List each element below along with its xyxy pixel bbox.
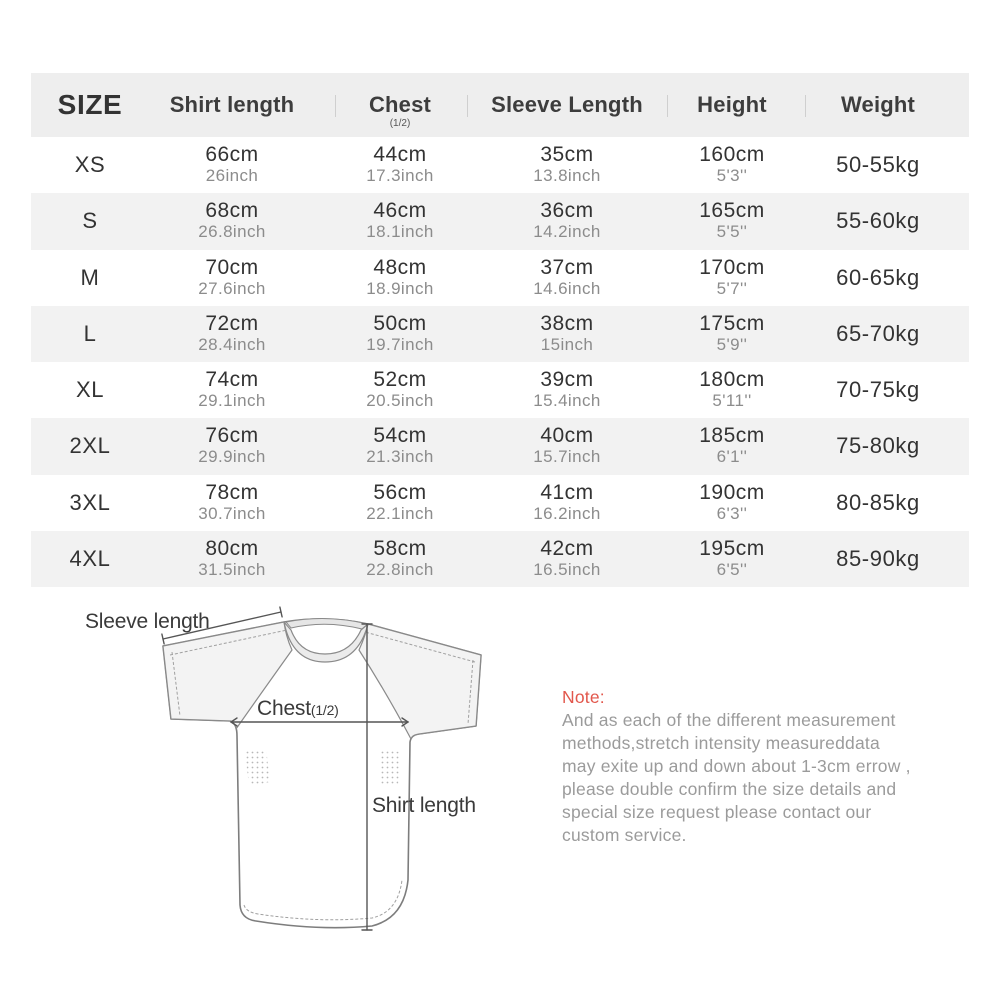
table-header — [31, 73, 969, 137]
note-line: special size request please contact our — [562, 802, 872, 822]
header-height — [649, 73, 815, 137]
sleeve-length-cell — [485, 193, 649, 249]
size-cell — [31, 531, 149, 587]
chest-cm: 58cm — [373, 536, 427, 560]
height-cell — [649, 418, 815, 474]
table-row — [31, 531, 969, 587]
chest-inch: 18.1inch — [366, 222, 434, 242]
header-divider — [467, 95, 468, 117]
weight-value: 50-55kg — [836, 152, 920, 178]
sleeve-length-cm: 39cm — [540, 368, 594, 392]
sleeve-length-cell — [485, 137, 649, 193]
weight-value: 65-70kg — [836, 320, 920, 346]
header-divider — [335, 95, 336, 117]
table-row — [31, 250, 969, 306]
weight-cell — [815, 250, 969, 306]
height-cell — [649, 250, 815, 306]
header-chest-label: Chest — [368, 92, 432, 117]
height-cell — [649, 137, 815, 193]
size-value: XL — [75, 377, 105, 403]
shirt-length-inch: 31.5inch — [198, 559, 266, 579]
sleeve-length-inch: 15inch — [540, 334, 594, 354]
header-sleeve-length-label: Sleeve Length — [491, 92, 643, 117]
weight-value: 80-85kg — [836, 489, 920, 515]
height-cm: 160cm — [699, 143, 765, 167]
sleeve-length-inch: 14.2inch — [533, 222, 601, 242]
shirt-length-cm: 66cm — [205, 143, 259, 167]
header-divider — [667, 95, 668, 117]
chest-cell — [315, 418, 485, 474]
note-line: methods,stretch intensity measureddata — [562, 733, 880, 753]
sleeve-length-inch: 13.8inch — [533, 166, 601, 186]
sleeve-length-cell — [485, 306, 649, 362]
size-cell — [31, 193, 149, 249]
chest-cm: 46cm — [373, 199, 427, 223]
header-sleeve-length — [485, 73, 649, 137]
note-line: may exite up and down about 1-3cm errow , — [562, 756, 911, 776]
header-weight-label: Weight — [840, 92, 916, 117]
size-value: XS — [74, 152, 106, 178]
table-row — [31, 418, 969, 474]
size-value: L — [83, 320, 97, 346]
size-cell — [31, 306, 149, 362]
right-perforation — [379, 750, 400, 786]
weight-cell — [815, 193, 969, 249]
weight-cell — [815, 475, 969, 531]
sleeve-length-cell — [485, 475, 649, 531]
sleeve-length-cell — [485, 250, 649, 306]
shirt-length-cm: 74cm — [205, 368, 259, 392]
chest-cell — [315, 306, 485, 362]
note-title: Note: — [562, 687, 605, 707]
height-cm: 165cm — [699, 199, 765, 223]
sleeve-length-inch: 16.5inch — [533, 559, 601, 579]
chest-cell — [315, 250, 485, 306]
shirt-length-inch: 28.4inch — [198, 334, 266, 354]
size-cell — [31, 250, 149, 306]
shirt-length-cell — [149, 137, 315, 193]
header-size-label: SIZE — [57, 89, 123, 120]
weight-cell — [815, 137, 969, 193]
header-divider — [805, 95, 806, 117]
chest-inch: 18.9inch — [366, 278, 434, 298]
shirt-length-cell — [149, 362, 315, 418]
height-ft: 5'5'' — [716, 222, 748, 242]
chest-cm: 54cm — [373, 424, 427, 448]
shirt-length-cell — [149, 531, 315, 587]
height-ft: 5'9'' — [716, 334, 748, 354]
chest-label-note: (1/2) — [310, 702, 339, 718]
shirt-length-inch: 26inch — [205, 166, 259, 186]
height-cell — [649, 531, 815, 587]
chest-cell — [315, 475, 485, 531]
shirt-length-cell — [149, 250, 315, 306]
weight-cell — [815, 362, 969, 418]
table-row — [31, 362, 969, 418]
height-cm: 175cm — [699, 311, 765, 335]
weight-cell — [815, 306, 969, 362]
size-cell — [31, 137, 149, 193]
size-value: 4XL — [69, 545, 111, 571]
shirt-length-cell — [149, 475, 315, 531]
shirt-length-cm: 78cm — [205, 480, 259, 504]
table-row — [31, 306, 969, 362]
shirt-length-cm: 80cm — [205, 536, 259, 560]
height-cm: 190cm — [699, 480, 765, 504]
height-cell — [649, 306, 815, 362]
height-cm: 170cm — [699, 255, 765, 279]
height-cm: 185cm — [699, 424, 765, 448]
chest-inch: 22.1inch — [366, 503, 434, 523]
chest-label — [257, 697, 339, 722]
header-size — [31, 73, 149, 137]
height-cm: 195cm — [699, 536, 765, 560]
height-ft: 6'5'' — [716, 559, 748, 579]
table-row — [31, 475, 969, 531]
chest-inch: 21.3inch — [366, 447, 434, 467]
weight-value: 60-65kg — [836, 264, 920, 290]
height-ft: 5'3'' — [716, 166, 748, 186]
sleeve-length-cm: 42cm — [540, 536, 594, 560]
size-value: 3XL — [69, 489, 111, 515]
tshirt-illustration — [150, 600, 500, 945]
measurement-note — [562, 686, 911, 847]
header-shirt-length-label: Shirt length — [169, 92, 295, 117]
sleeve-length-cm: 41cm — [540, 480, 594, 504]
shirt-length-inch: 27.6inch — [198, 278, 266, 298]
note-line: And as each of the different measurement — [562, 710, 896, 730]
chest-cm: 48cm — [373, 255, 427, 279]
chest-cell — [315, 137, 485, 193]
header-shirt-length — [149, 73, 315, 137]
table-row — [31, 137, 969, 193]
sleeve-length-cm: 37cm — [540, 255, 594, 279]
sleeve-length-cell — [485, 418, 649, 474]
shirt-length-cm: 68cm — [205, 199, 259, 223]
table-body — [31, 137, 969, 587]
sleeve-length-cm: 38cm — [540, 311, 594, 335]
shirt-length-inch: 30.7inch — [198, 503, 266, 523]
chest-inch: 19.7inch — [366, 334, 434, 354]
weight-value: 75-80kg — [836, 433, 920, 459]
sleeve-length-inch: 16.2inch — [533, 503, 601, 523]
header-height-label: Height — [697, 92, 767, 117]
height-cell — [649, 475, 815, 531]
left-perforation — [245, 748, 270, 786]
chest-cm: 52cm — [373, 368, 427, 392]
table-row — [31, 193, 969, 249]
sleeve-length-label: Sleeve length — [85, 610, 210, 633]
chest-inch: 20.5inch — [366, 391, 434, 411]
weight-cell — [815, 418, 969, 474]
note-line: please double confirm the size details and — [562, 779, 897, 799]
sleeve-length-inch: 15.4inch — [533, 391, 601, 411]
size-cell — [31, 475, 149, 531]
shirt-length-cell — [149, 193, 315, 249]
chest-cm: 56cm — [373, 480, 427, 504]
height-cell — [649, 362, 815, 418]
chest-cell — [315, 531, 485, 587]
weight-value: 85-90kg — [836, 545, 920, 571]
shirt-length-cell — [149, 418, 315, 474]
height-cell — [649, 193, 815, 249]
height-ft: 6'3'' — [716, 503, 748, 523]
size-value: 2XL — [69, 433, 111, 459]
sleeve-length-cm: 35cm — [540, 143, 594, 167]
header-chest-note: (1/2) — [389, 118, 411, 129]
sleeve-length-cm: 36cm — [540, 199, 594, 223]
height-cm: 180cm — [699, 368, 765, 392]
chest-inch: 17.3inch — [366, 166, 434, 186]
shirt-length-cm: 70cm — [205, 255, 259, 279]
weight-cell — [815, 531, 969, 587]
shirt-length-label: Shirt length — [372, 794, 476, 817]
shirt-length-inch: 29.1inch — [198, 391, 266, 411]
shirt-length-inch: 29.9inch — [198, 447, 266, 467]
note-line: custom service. — [562, 825, 687, 845]
shirt-length-cm: 76cm — [205, 424, 259, 448]
chest-cm: 44cm — [373, 143, 427, 167]
size-value: M — [80, 264, 100, 290]
sleeve-length-cell — [485, 531, 649, 587]
weight-value: 55-60kg — [836, 208, 920, 234]
sleeve-length-cell — [485, 362, 649, 418]
header-weight — [815, 73, 969, 137]
sleeve-length-inch: 15.7inch — [533, 447, 601, 467]
sleeve-length-inch: 14.6inch — [533, 278, 601, 298]
size-chart-table — [31, 73, 969, 587]
height-ft: 5'7'' — [716, 278, 748, 298]
chest-label-text: Chest — [257, 697, 311, 720]
size-cell — [31, 418, 149, 474]
chest-cm: 50cm — [373, 311, 427, 335]
shirt-length-cell — [149, 306, 315, 362]
shirt-length-cm: 72cm — [205, 311, 259, 335]
chest-cell — [315, 362, 485, 418]
chest-inch: 22.8inch — [366, 559, 434, 579]
height-ft: 5'11'' — [712, 391, 752, 411]
height-ft: 6'1'' — [716, 447, 748, 467]
weight-value: 70-75kg — [836, 377, 920, 403]
header-chest — [315, 73, 485, 137]
shirt-length-inch: 26.8inch — [198, 222, 266, 242]
size-value: S — [82, 208, 98, 234]
size-cell — [31, 362, 149, 418]
sleeve-length-cm: 40cm — [540, 424, 594, 448]
chest-cell — [315, 193, 485, 249]
